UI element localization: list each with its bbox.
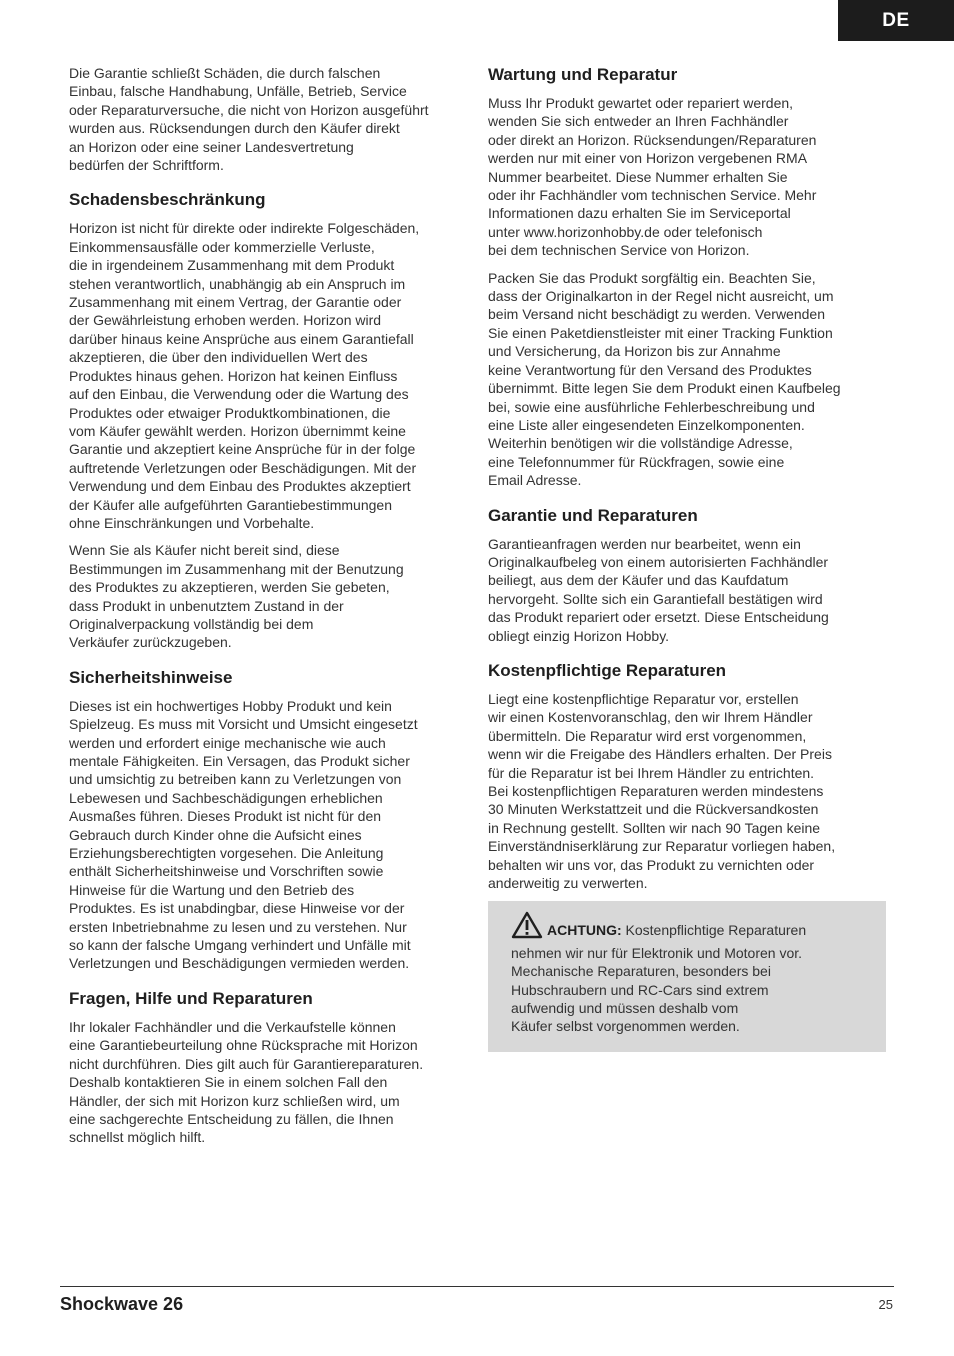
heading-sicherheitshinweise: Sicherheitshinweise [69, 667, 233, 687]
heading-wartung-reparatur: Wartung und Reparatur [488, 65, 678, 84]
warning-triangle-icon [511, 911, 543, 943]
page-number: 25 [878, 1297, 893, 1312]
warning-label: ACHTUNG: [547, 922, 622, 939]
left-column [69, 64, 465, 1156]
footer-product-title: Shockwave 26 [60, 1294, 184, 1314]
schaden-paragraph-2: Wenn Sie als Käufer nicht bereit sind, diese Bestimmungen im Zusammenhang mit der Benutzung des Produktes zu akzeptieren, werden Sie gebeten, dass Produkt in unbenutztem Zustand in der Originalverpackung vollständig bei dem Verkäufer zurückzugeben. [69, 542, 404, 651]
schaden-paragraph-1: Horizon ist nicht für direkte oder indirekte Folgeschäden, Einkommensausfälle oder kommerzielle Verluste, die in irgendeinem Zusammenhang mit dem Produkt stehen verantwortlich, unabhängig ab ein Anspruch im Zusammenhang mit einem Vertrag, der Garantie oder der Gewährleistung erhoben werden. Horizon wird darüber hinaus keine Ansprüche aus einem Garantiefall akzeptieren, die über den individuellen Wert des Produktes hinaus gehen. Horizon hat keinen Einfluss auf den Einbau, die Verwendung oder die Wartung des Produktes oder etwaiger Produktkombinationen, die vom Käufer gewählt werden. Horizon übernimmt keine Garantie und akzeptiert keine Ansprüche für in der folge auftretende Verletzungen oder Beschädigungen. Mit der Verwendung und dem Einbau des Produktes akzeptiert der Käufer alle aufgeführten Garantiebestimmungen ohne Einschränkungen und Vorbehalte. [69, 220, 420, 531]
warning-box [488, 901, 886, 1051]
fragen-paragraph: Ihr lokaler Fachhändler und die Verkaufstelle können eine Garantiebeurteilung ohne Rücksprache mit Horizon nicht durchführen. Dies gilt auch für Garantiereparaturen. Deshalb kontaktieren Sie in einem solchen Fall den Händler, der sich mit Horizon kurz schließen wird, um eine sachgerechte Entscheidung zu fällen, die Ihnen schnellst möglich hilft. [69, 1018, 424, 1146]
kosten-paragraph: Liegt eine kostenpflichtige Reparatur vor, erstellen wir einen Kostenvoranschlag, den wir Ihrem Händler übermitteln. Die Reparatur wird erst vorgenommen, wenn wir die Freigabe des Händlers erhalten. Der Preis für die Reparatur ist bei Ihrem Händler zu entrichten. Bei kostenpflichtigen Reparaturen werden mindestens 30 Minuten Werkstattzeit und die Rückversandkosten in Rechnung gestellt. Sollten wir nach 90 Tagen keine Einverständniserklärung zur Reparatur vorliegen haben, behalten wir uns vor, das Produkt zu vernichten oder anderweitig zu verwerten. [488, 690, 836, 892]
sicherheit-paragraph: Dieses ist ein hochwertiges Hobby Produkt und kein Spielzeug. Es muss mit Vorsicht und Umsicht eingesetzt werden und erfordert einige mechanische wie auch mentale Fähigkeiten. Ein Versagen, das Produkt sicher und umsichtig zu betreiben kann zu Verletzungen von Lebewesen und Sachbeschädigungen erheblichen Ausmaßes führen. Dieses Produkt ist nicht für den Gebrauch durch Kinder ohne die Aufsicht eines Erziehungsberechtigten vorgesehen. Die Anleitung enthält Sicherheitshinweise und Vorschriften sowie Hinweise für die Wartung und den Betrieb des Produktes. Es ist unabdingbar, diese Hinweise vor der ersten Inbetriebnahme zu lesen und zu verstehen. Nur so kann der falsche Umgang verhindert und Unfälle mit Verletzungen und Beschädigungen vermieden werden. [69, 697, 418, 972]
wartung-paragraph-1: Muss Ihr Produkt gewartet oder repariert werden, wenden Sie sich entweder an Ihren Fachhändler oder direkt an Horizon. Rücksendungen/Reparaturen werden nur mit einer von Horizon vergebenen RMA Nummer bearbeitet. Diese Nummer erhalten Sie oder ihr Fachhändler vom technischen Service. Mehr Informationen dazu erhalten Sie im Serviceportal unter www.horizonhobby.de oder telefonisch bei dem technischen Service von Horizon. [488, 95, 817, 259]
heading-garantie-reparaturen: Garantie und Reparaturen [488, 505, 698, 525]
footer-divider [60, 1286, 894, 1287]
warning-text: Kostenpflichtige Reparaturen nehmen wir nur für Elektronik und Motoren vor. Mechanische Reparaturen, besonders bei Hubschraubern und RC-Cars sind extrem aufwendig und müssen deshalb vom Käufer selbst vorgenommen werden. [511, 922, 807, 1035]
right-column [488, 64, 886, 1052]
heading-kostenpflichtige-reparaturen: Kostenpflichtige Reparaturen [488, 660, 727, 680]
wartung-paragraph-2: Packen Sie das Produkt sorgfältig ein. Beachten Sie, dass der Originalkarton in der Regel nicht ausreicht, um beim Versand nicht beschädigt zu werden. Verwenden Sie einen Paketdienstleister mit einer Tracking Funktion und Versicherung, da Horizon bis zur Annahme keine Verantwortung für den Versand des Produktes übernimmt. Bitte legen Sie dem Produkt einen Kaufbeleg bei, sowie eine ausführliche Fehlerbeschreibung und eine Liste aller eingesendeten Einzelkomponenten. Weiterhin benötigen wir die vollständige Adresse, eine Telefonnummer für Rückfragen, sowie eine Email Adresse. [488, 269, 841, 489]
heading-fragen-hilfe: Fragen, Hilfe und Reparaturen [69, 988, 313, 1008]
intro-paragraph: Die Garantie schließt Schäden, die durch falschen Einbau, falsche Handhabung, Unfälle, Betrieb, Service oder Reparaturversuche, die nicht von Horizon ausgeführt wurden aus. Rücksendungen durch den Käufer direkt an Horizon oder eine seiner Landesvertretung bedürfen der Schriftform. [69, 65, 429, 174]
heading-schadensbeschraenkung: Schadensbeschränkung [69, 190, 266, 210]
language-tab: DE [838, 0, 954, 41]
garantie-paragraph: Garantieanfragen werden nur bearbeitet, wenn ein Originalkaufbeleg von einem autorisierten Fachhändler beiliegt, aus dem der Käufer und das Kaufdatum hervorgeht. Sollte sich ein Garantiefall bestätigen wird das Produkt repariert oder ersetzt. Diese Entscheidung obliegt einzig Horizon Hobby. [488, 535, 829, 644]
